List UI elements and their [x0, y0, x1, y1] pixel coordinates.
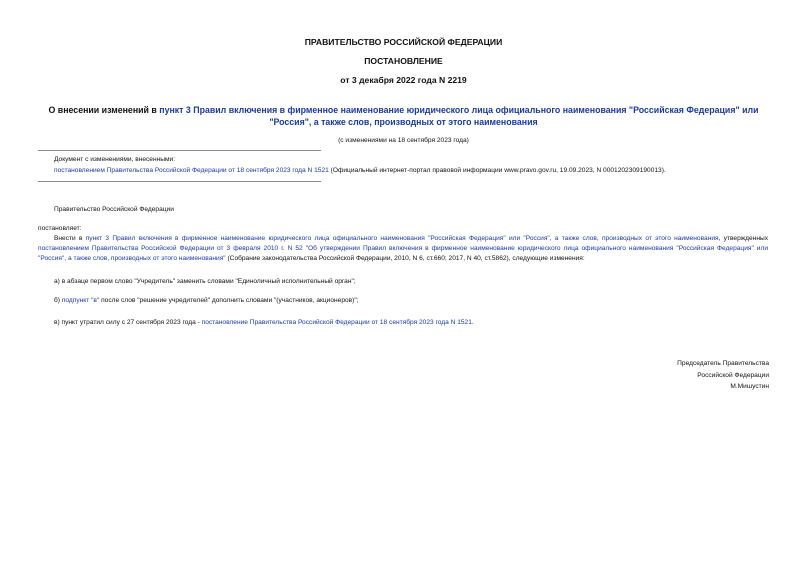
item-b-start: б) [54, 297, 62, 304]
p1-mid: , утвержденных [718, 235, 769, 242]
item-a: а) в абзаце первом слово "Учредитель" заменить словами "Единоличный исполнительный орган"; [54, 278, 356, 285]
resolution-1521-link[interactable]: постановление Правительства Российской Федерации от 18 сентября 2023 года N 1521 [201, 319, 472, 326]
changes-link[interactable]: постановлением Правительства Российской Федерации от 18 сентября 2023 года N 1521 [54, 166, 329, 174]
title-link-part-2[interactable]: "Россия", а также слов, производных от этого наименования [269, 117, 538, 127]
government-heading: ПРАВИТЕЛЬСТВО РОССИЙСКОЙ ФЕДЕРАЦИИ [304, 37, 503, 47]
changes-label: Документ с изменениями, внесенными: [54, 156, 176, 163]
document-title [0, 104, 807, 128]
signature-line-2: Российской Федерации [697, 371, 769, 379]
item-c-start: в) пункт утратил силу с 27 сентября 2023 года - [54, 319, 202, 326]
title-prefix: О внесении изменений в [48, 105, 160, 115]
main-paragraph [38, 234, 768, 264]
item-b-end: после слов "решение учредителей" дополнить словами "(участников, акционеров)"; [99, 297, 359, 304]
document-type: ПОСТАНОВЛЕНИЕ [364, 56, 443, 66]
signature-block [509, 358, 769, 393]
changes-bottom-divider [38, 181, 321, 182]
signature-name: М.Мишустин [730, 383, 769, 390]
title-line-1 [0, 104, 807, 116]
signature-line-1: Председатель Правительства [677, 360, 769, 367]
resolution-52-link[interactable]: постановлением Правительства Российской Федерации от 3 февраля 2010 г. N 52 "Об утверждении Правил включения в фирменное наименование юридического лица официального наименования "Российская Федерация" или "Россия", а также слов, производных от этого наименования" [38, 245, 768, 262]
p1-start: Внести в [54, 235, 86, 242]
item-c [54, 318, 474, 328]
p1-end: (Собрание законодательства Российской Федерации, 2010, N 6, ст.660; 2017, N 40, ст.5862), следующие изменения: [225, 255, 585, 262]
rules-point-3-link[interactable]: пункт 3 Правил включения в фирменное наименование юридического лица официального наименования "Российская Федерация" или "Россия", а также слов, производных от этого наименования [85, 235, 719, 242]
changes-box [54, 155, 774, 176]
issuer: Правительство Российской Федерации [54, 206, 174, 213]
edition-note: (с изменениями на 18 сентября 2023 года) [338, 137, 469, 144]
decides: постановляет: [38, 225, 82, 232]
changes-top-divider [38, 150, 321, 151]
title-link-part-1[interactable]: пункт 3 Правил включения в фирменное наименование юридического лица официального наименования "Российская Федерация" или [159, 105, 759, 115]
item-b [54, 296, 359, 306]
changes-line [54, 166, 774, 177]
document-date-number: от 3 декабря 2022 года N 2219 [340, 75, 467, 85]
changes-source: (Официальный интернет-портал правовой информации www.pravo.gov.ru, 19.09.2023, N 0001202309190013). [328, 166, 666, 174]
item-c-end: . [471, 319, 474, 326]
subpoint-v-link[interactable]: подпункт "в" [61, 297, 100, 304]
